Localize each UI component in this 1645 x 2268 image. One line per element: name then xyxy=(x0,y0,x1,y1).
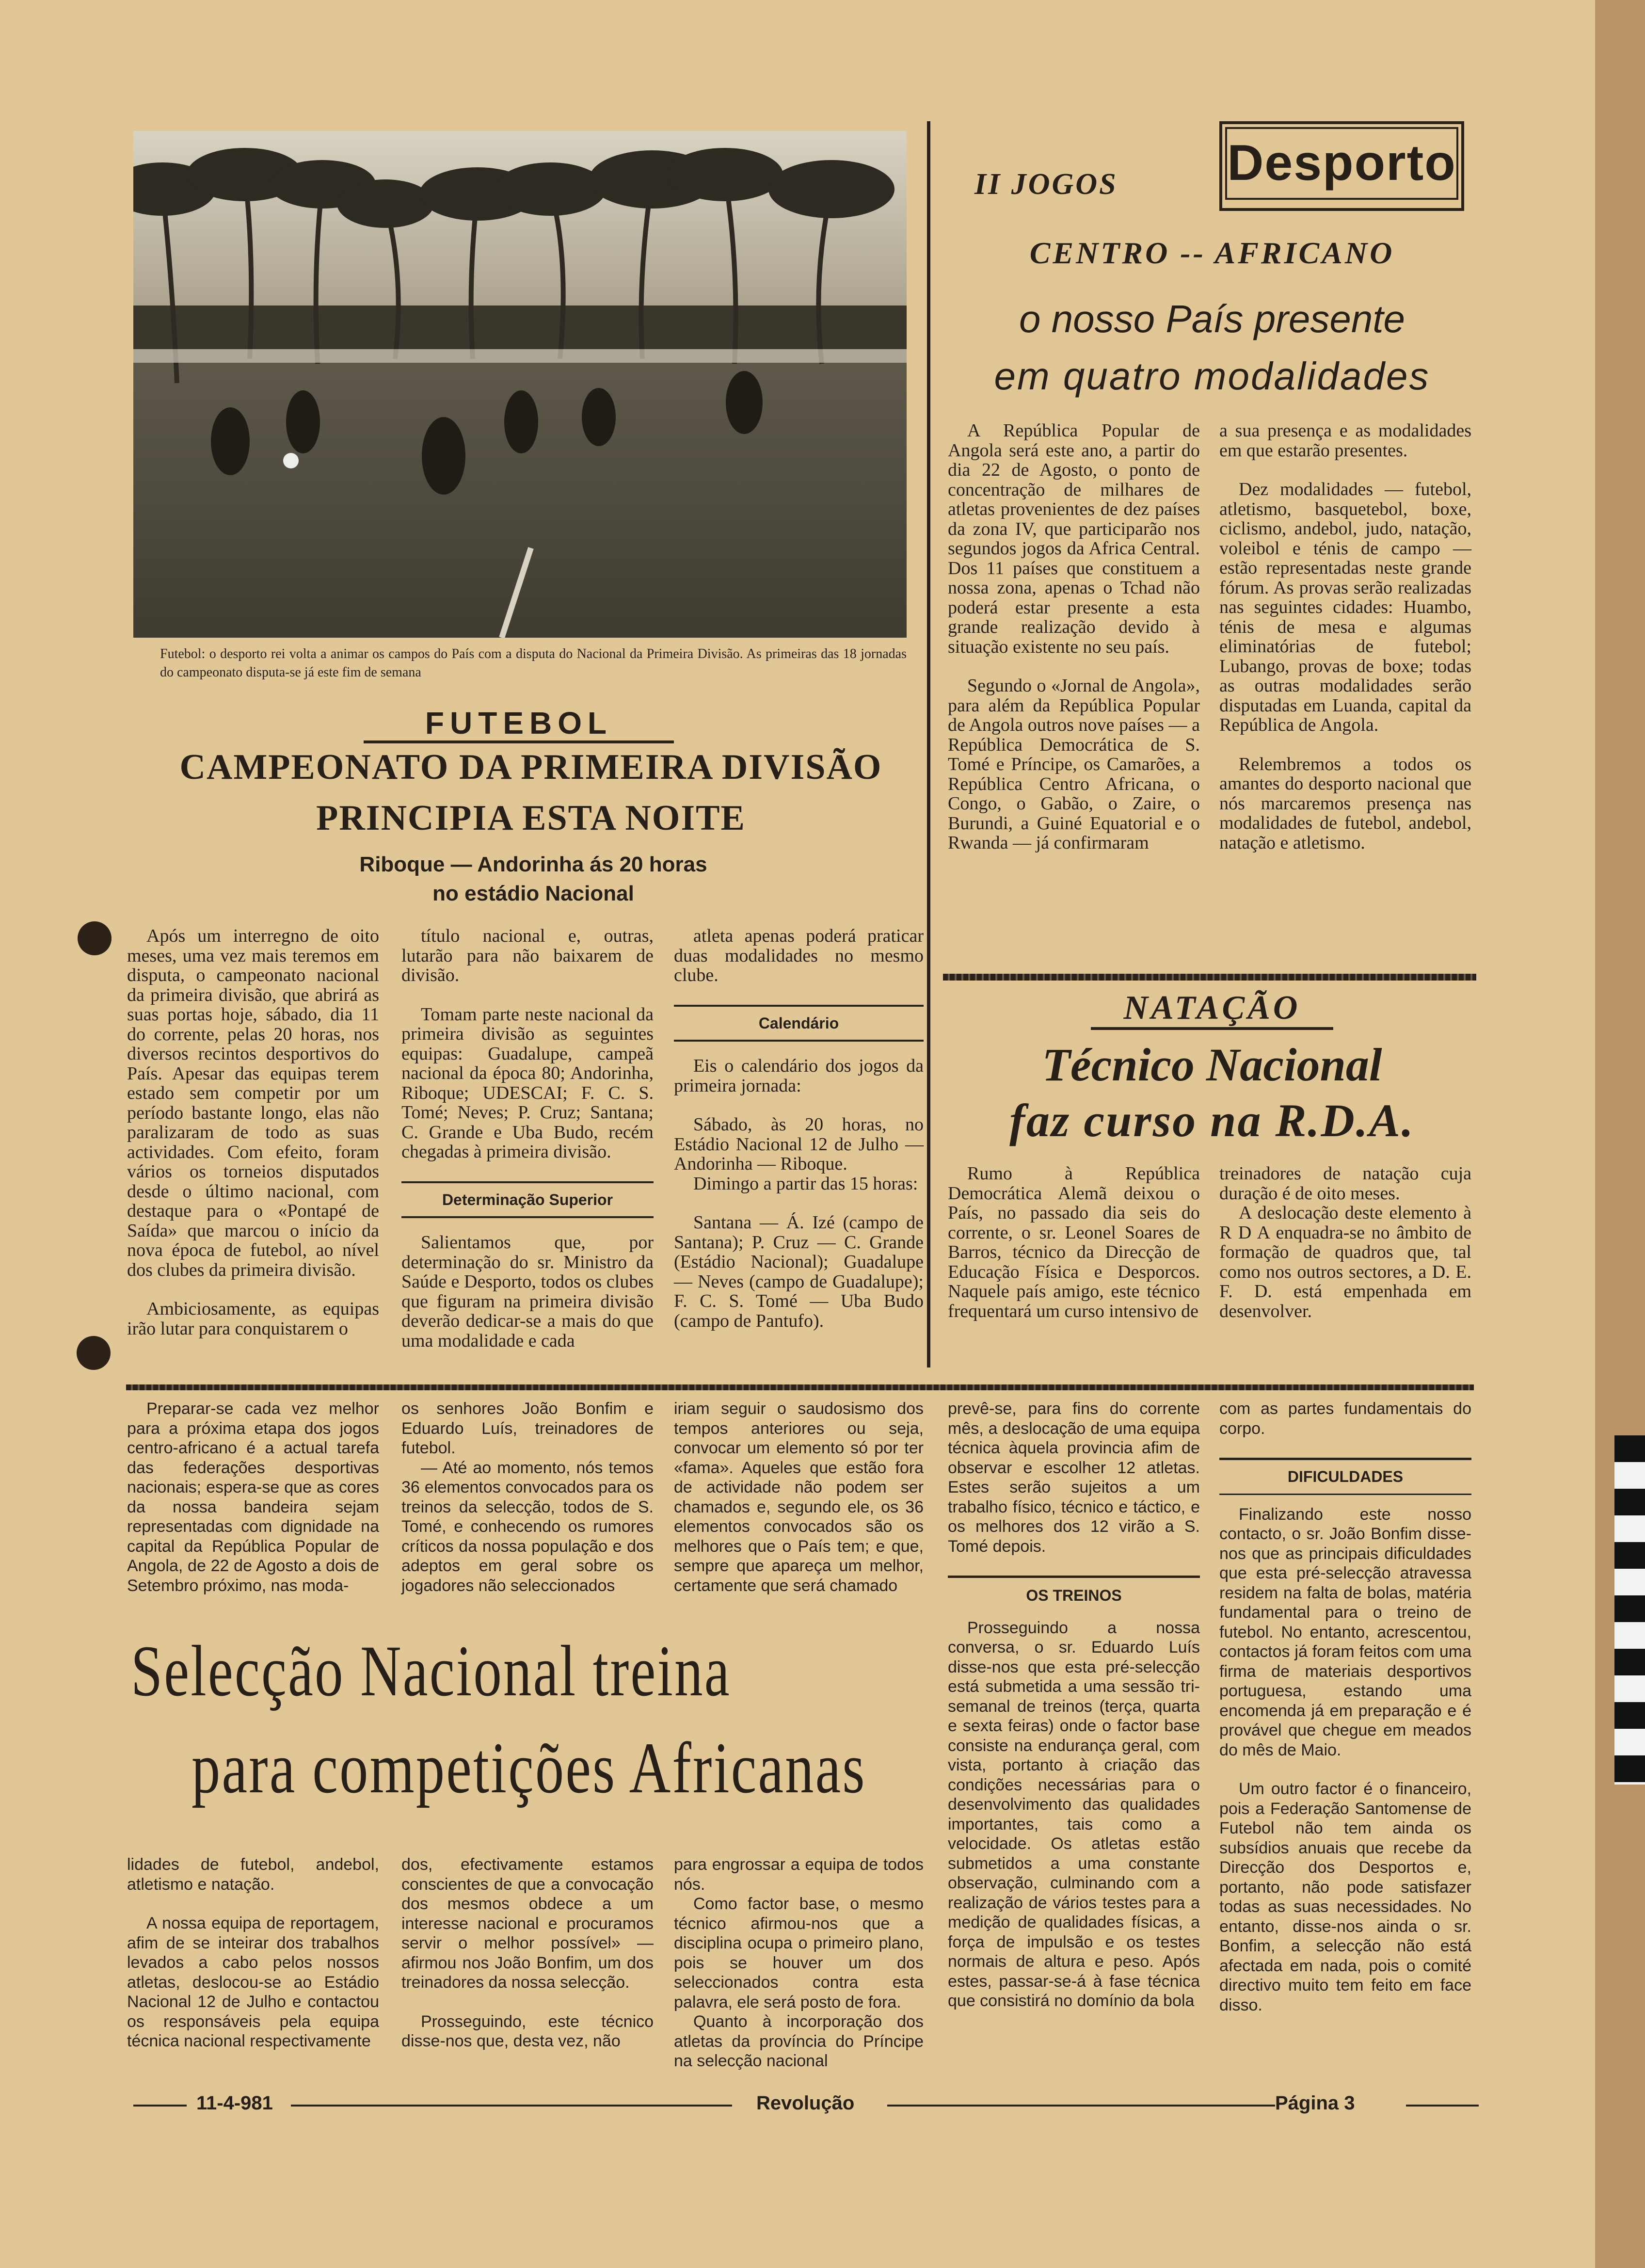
futebol-col-3 xyxy=(674,926,924,1350)
futebol-headline-1: CAMPEONATO DA PRIMEIRA DIVISÃO xyxy=(179,747,882,787)
paragraph: A nossa equipa de reportagem, afim de se inteirar dos trabalhos levados a cabo pelos nossos atletas, deslocou-se ao Estádio Nacional 12 de Julho e contactou os responsáveis pela equipa técnica nacional respectivamente xyxy=(127,1914,379,2050)
natacao-col-1 xyxy=(948,1164,1200,1340)
seleccao-col-4 xyxy=(948,1399,1200,2030)
footer-rule-right xyxy=(1406,2105,1479,2107)
paragraph: A República Popular de Angola será este ano, a partir do dia 22 de Agosto, o ponto de concentração de milhares de atletas provenientes de dez países da zona IV, que participarão nos segundos jogos da Africa Central. Dos 11 países que constituem a nossa zona, apenas o Tchad não poderá estar presente a esta grande realização devido à situação existente no seu país. xyxy=(948,420,1200,657)
paragraph: Como factor base, o mesmo técnico afirmou-nos que a disciplina ocupa o primeiro plano, pois se houver um dos seleccionados contra esta palavra, ele será posto de fora. xyxy=(674,1895,924,2011)
section-divider-natacao xyxy=(943,974,1476,981)
seleccao-bottom-col-1 xyxy=(127,1855,379,2071)
paragraph: Finalizando este nosso contacto, o sr. João Bonfim disse-nos que as principais dificuldades que esta pré-selecção atravessa residem na falta de bolas, matéria fundamental para o treino de futebol. No entanto, acrescentou, contactos já foram feitos com uma firma de materiais desportivos portuguesa, estando uma encomenda já em preparação e é provável que chegue em meados do mês de Maio. xyxy=(1219,1505,1471,1759)
seleccao-col-5 xyxy=(1219,1399,1471,2034)
paragraph: lidades de futebol, andebol, atletismo e natação. xyxy=(127,1855,379,1894)
subhead-dificuldades: DIFICULDADES xyxy=(1219,1458,1471,1495)
futebol-subhead-2: no estádio Nacional xyxy=(432,882,634,905)
section-label: Desporto xyxy=(1225,127,1458,200)
seleccao-top-col-2 xyxy=(401,1399,654,1615)
footer-page: Página 3 xyxy=(1275,2092,1355,2114)
seleccao-top-col-3 xyxy=(674,1399,924,1615)
paragraph: Após um interregno de oito meses, uma vez mais teremos em disputa, o campeonato nacional da primeira divisão, que abrirá as suas portas hoje, sábado, dia 11 do corrente, pelas 20 horas, nos diversos recintos desportivos do País. Apesar das equipas terem estado sem competir por um período bastante longo, elas não paralizaram de todo as suas actividades. Com efeito, foram vários os torneios disputados desde o último nacional, com destaque para o «Pontapé de Saída» que marcou o início da nova época de futebol, ao nível dos clubes da primeira divisão. xyxy=(127,926,379,1280)
subhead-treinos: OS TREINOS xyxy=(948,1576,1200,1613)
horizontal-divider xyxy=(126,1384,1474,1390)
paragraph: iriam seguir o saudosismo dos tempos anteriores ou seja, convocar um elemento só por ter «fama». Aqueles que estão fora de actividade não podem ser chamados e, segundo ele, os 36 elementos convocados são os melhores que o País tem; e que, sempre que apareça um melhor, certamente que será chamado xyxy=(674,1399,924,1595)
natacao-headline-2: faz curso na R.D.A. xyxy=(1009,1094,1415,1146)
paragraph: Prosseguindo a nossa conversa, o sr. Eduardo Luís disse-nos que esta pré-selecção está submetida a uma sessão tri-semanal de treinos (terça, quarta e sexta feiras) onde o factor base consiste na endurança geral, com vista, portanto à criação das condições necessárias para o desenvolvimento das qualidades importantes, tais como a velocidade. Os atletas estão submetidos a uma constante observação, culminando com a realização de vários testes para a medição de qualidades físicas, a força de impulsão e os testes normais de altura e peso. Após estes, passar-se-á à fase técnica que consistirá no domínio da bola xyxy=(948,1618,1200,2010)
paragraph: treinadores de natação cuja duração é de oito meses. xyxy=(1219,1163,1471,1204)
punch-hole-bottom xyxy=(77,1336,111,1370)
footer-date: 11-4-981 xyxy=(196,2092,273,2114)
paragraph: Um outro factor é o financeiro, pois a Federação Santomense de Futebol não tem ainda os subsídios anuais que recebe da Direcção dos Desportos e, portanto, não pode satisfazer todas as suas necessidades. No entanto, disse-nos ainda o sr. Bonfim, a selecção não está afectada em nada, pois o comité directivo muito tem feito em face disso. xyxy=(1219,1780,1471,2014)
paragraph: Santana — Á. Izé (campo de Santana); P. Cruz — C. Grande (Estádio Nacional); Guadalupe — Neves (campo de Guadalupe); F. C. S. Tomé — Uba Budo (campo de Pantufo). xyxy=(674,1212,924,1331)
jogos-col-1 xyxy=(948,421,1200,872)
futebol-headline-2: PRINCIPIA ESTA NOITE xyxy=(316,798,746,838)
jogos-col-2 xyxy=(1219,421,1471,872)
footer-rule-left xyxy=(133,2105,187,2107)
natacao-kicker: NATAÇÃO xyxy=(1091,989,1333,1030)
seleccao-headline-2: para competições Africanas xyxy=(192,1728,866,1808)
futebol-col-1 xyxy=(127,926,379,1358)
paragraph: Eis o calendário dos jogos da primeira jornada: xyxy=(674,1056,924,1096)
paragraph: os senhores João Bonfim e Eduardo Luís, treinadores de futebol. xyxy=(401,1399,654,1457)
paragraph: Sábado, às 20 horas, no Estádio Nacional 12 de Julho — Andorinha — Riboque. xyxy=(674,1114,924,1174)
jogos-title-1: II JOGOS xyxy=(974,168,1118,201)
futebol-kicker: FUTEBOL xyxy=(364,706,674,743)
paragraph: Rumo à República Democrática Alemã deixou o País, no passado dia seis do corrente, o sr. Leonel Soares de Barros, técnico da Direcção de Educação Física e Desporcos. Naquele país amigo, este técnico frequentará um curso intensivo de xyxy=(948,1163,1200,1321)
paragraph: Prosseguindo, este técnico disse-nos que, desta vez, não xyxy=(401,2012,654,2050)
desporto-section-box xyxy=(1219,121,1464,211)
paragraph: a sua presença e as modalidades em que estarão presentes. xyxy=(1219,420,1471,461)
paragraph: Relembremos a todos os amantes do desporto nacional que nós marcaremos presença nas modalidades de futebol, andebol, natação e atletismo. xyxy=(1219,754,1471,853)
seleccao-headline-1: Selecção Nacional treina xyxy=(131,1631,731,1711)
paragraph: Segundo o «Jornal de Angola», para além da República Popular de Angola outros nove países — a República Democrática de S. Tomé e Príncipe, os Camarões, a República Centro Africana, o Congo, o Gabão, o Zaire, o Burundi, a Guiné Equatorial e o Rwanda — já confirmaram xyxy=(948,676,1200,853)
paragraph: Dimingo a partir das 15 horas: xyxy=(693,1173,918,1194)
paragraph: Preparar-se cada vez melhor para a próxima etapa dos jogos centro-africano é a actual tarefa das federações desportivas nacionais; espera-se que as cores da nossa bandeira sejam representadas com dignidade na capital da República Popular de Angola, de 22 de Agosto a dois de Setembro próximo, nas moda- xyxy=(127,1399,379,1595)
seleccao-bottom-col-3 xyxy=(674,1855,924,2091)
jogos-headline-2: em quatro modalidades xyxy=(994,354,1430,398)
page-edge xyxy=(1595,0,1645,2268)
paragraph: Quanto à incorporação dos atletas da província do Príncipe na selecção nacional xyxy=(674,2012,924,2070)
paragraph: Salientamos que, por determinação do sr. Ministro da Saúde e Desporto, todos os clubes que figuram na primeira divisão deverão dedicar-se a mais do que uma modalidade e cada xyxy=(401,1232,654,1351)
punch-hole-top xyxy=(78,921,112,955)
footer-rule-mid-right xyxy=(887,2105,1275,2107)
natacao-col-2 xyxy=(1219,1164,1471,1340)
paragraph: — Até ao momento, nós temos 36 elementos convocados para os treinos da selecção, todos de S. Tomé, e conhecendo os rumores críticos da nossa população e dos adeptos em geral sobre os jogadores não seleccionados xyxy=(401,1458,654,1595)
paragraph: atleta apenas poderá praticar duas modalidades no mesmo clube. xyxy=(674,926,924,985)
football-photo xyxy=(133,131,907,638)
paragraph: A deslocação deste elemento à R D A enquadra-se no âmbito de formação de quadros que, tal como nos outros sectores, a D. E. F. D. está empenhada em desenvolver. xyxy=(1219,1203,1471,1321)
jogos-headline-1: o nosso País presente xyxy=(1019,297,1405,340)
paragraph: Tomam parte neste nacional da primeira divisão as seguintes equipas: Guadalupe, campeã nacional da época 80; Andorinha, Riboque; UDESCAI; F. C. S. Tomé; Neves; P. Cruz; Santana; C. Grande e Uba Budo, recém chegadas à primeira divisão. xyxy=(401,1004,654,1162)
paragraph: dos, efectivamente estamos conscientes de que a convocação dos mesmos obdece a um interesse nacional e procuramos servir o melhor possível» — afirmou nos João Bonfim, um dos treinadores da nossa selecção. xyxy=(401,1855,654,1992)
vertical-divider xyxy=(927,121,930,1367)
seleccao-bottom-col-2 xyxy=(401,1855,654,2071)
footer-rule-mid-left xyxy=(291,2105,732,2107)
subhead-calendario: Calendário xyxy=(674,1005,924,1042)
photo-caption: Futebol: o desporto rei volta a animar os campos do País com a disputa do Nacional da Primeira Divisão. As primeiras das 18 jornadas do campeonato disputa-se já este fim de semana xyxy=(160,646,907,680)
natacao-headline-1: Técnico Nacional xyxy=(1042,1039,1382,1091)
futebol-col-2 xyxy=(401,926,654,1370)
paragraph: Ambiciosamente, as equipas irão lutar para conquistarem o xyxy=(127,1299,379,1339)
paragraph: título nacional e, outras, lutarão para não baixarem de divisão. xyxy=(401,926,654,985)
futebol-subhead-1: Riboque — Andorinha ás 20 horas xyxy=(359,853,707,876)
paragraph: com as partes fundamentais do corpo. xyxy=(1219,1399,1471,1438)
subhead-determinacao: Determinação Superior xyxy=(401,1181,654,1219)
paragraph: para engrossar a equipa de todos nós. xyxy=(674,1855,924,1894)
paragraph: prevê-se, para fins do corrente mês, a deslocação de uma equipa técnica àquela provincia afim de observar e escolher 12 atletas. Estes serão sujeitos a um trabalho físico, técnico e táctico, e os melhores dos 12 virão a S. Tomé depois. xyxy=(948,1399,1200,1556)
seleccao-top-col-1 xyxy=(127,1399,379,1615)
footer-paper: Revolução xyxy=(756,2092,855,2114)
scale-strip xyxy=(1614,1435,1645,1785)
jogos-title-2: CENTRO -- AFRICANO xyxy=(1029,236,1395,270)
paragraph: Dez modalidades — futebol, atletismo, basquetebol, boxe, ciclismo, andebol, judo, natação, voleibol e ténis de campo — estão representadas neste grande fórum. As provas serão realizadas nas seguintes cidades: Huambo, ténis de mesa e algumas eliminatórias de futebol; Lubango, provas de boxe; todas as outras modalidades serão disputadas em Luanda, capital da República de Angola. xyxy=(1219,479,1471,735)
